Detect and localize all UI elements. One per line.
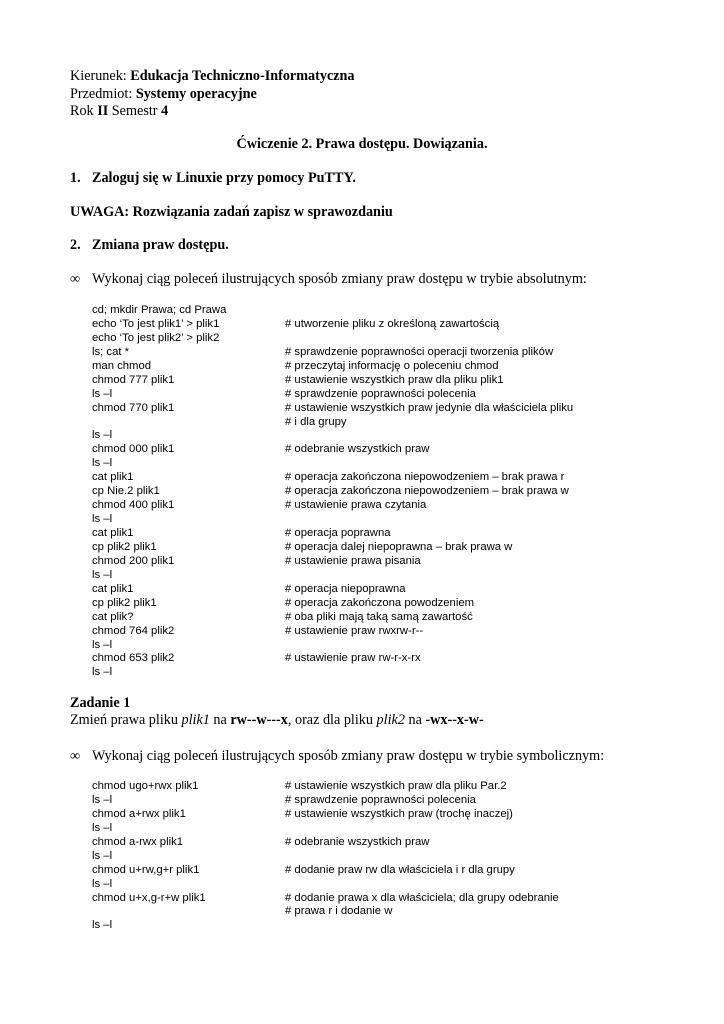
code-comment: # ustawienie prawa pisania xyxy=(285,554,421,567)
code-command: chmod u+x,g-r+w plik1 xyxy=(92,891,206,904)
code-command: chmod a+rwx plik1 xyxy=(92,807,186,820)
code-comment: # i dla grupy xyxy=(285,415,347,428)
header-line-rok: Rok II Semestr 4 xyxy=(70,103,169,119)
code-command: chmod 200 plik1 xyxy=(92,554,175,567)
code-comment: # ustawienie wszystkich praw (trochę inaczej) xyxy=(285,807,513,820)
code-command: ls –l xyxy=(92,513,113,526)
code-command: chmod a-rwx plik1 xyxy=(92,835,184,848)
bullet-symbolic-mode: ∞ Wykonaj ciąg poleceń ilustrujących sposób zmiany praw dostępu w trybie symbolicznym: xyxy=(70,748,605,764)
code-command: chmod 400 plik1 xyxy=(92,499,175,512)
code-comment: # odebranie wszystkich praw xyxy=(285,835,430,848)
code-command: ls –l xyxy=(92,638,113,651)
header-line-przedmiot: Przedmiot: Systemy operacyjne xyxy=(70,85,257,102)
code-command: cp plik2 plik1 xyxy=(92,596,157,609)
warning-heading: UWAGA: Rozwiązania zadań zapisz w sprawozdaniu xyxy=(70,204,393,220)
code-command: cd; mkdir Prawa; cd Prawa xyxy=(92,304,227,316)
code-comment: # dodanie praw rw dla właściciela i r dla grupy xyxy=(285,863,515,876)
code-command: ls –l xyxy=(92,666,113,679)
code-command: ls; cat * xyxy=(92,345,130,358)
code-comment: # oba pliki mają taką samą zawartość xyxy=(285,610,473,623)
code-comment: # sprawdzenie poprawności polecenia xyxy=(285,793,476,806)
code-command: ls –l xyxy=(92,849,113,862)
code-comment: # ustawienie praw rwxrw-r-- xyxy=(285,624,424,637)
bullet-absolute-mode: ∞ Wykonaj ciąg poleceń ilustrujących sposób zmiany praw dostępu w trybie absolutnym: xyxy=(70,271,587,287)
code-command: cat plik? xyxy=(92,610,134,623)
infinity-bullet-icon: ∞ xyxy=(70,271,81,287)
code-comment: # ustawienie wszystkich praw dla pliku plik1 xyxy=(285,373,504,386)
section-1-heading: 1. Zaloguj się w Linuxie przy pomocy PuTTY. xyxy=(70,170,356,186)
code-comment: # ustawienie wszystkich praw dla pliku Par.2 xyxy=(285,780,507,792)
code-command: cat plik1 xyxy=(92,582,134,595)
code-command: chmod 770 plik1 xyxy=(92,401,175,414)
code-command: chmod 000 plik1 xyxy=(92,443,175,456)
code-comment: # sprawdzenie poprawności operacji tworzenia plików xyxy=(285,345,554,358)
code-comment: # ustawienie wszystkich praw jedynie dla właściciela pliku xyxy=(285,401,574,414)
code-comment: # ustawienie praw rw-r-x-rx xyxy=(285,652,421,665)
code-command: ls –l xyxy=(92,919,113,932)
code-command: cat plik1 xyxy=(92,471,134,484)
document-title: Ćwiczenie 2. Prawa dostępu. Dowiązania. xyxy=(236,136,488,152)
code-comment: # utworzenie pliku z określoną zawartością xyxy=(285,317,500,330)
code-comment: # operacja poprawna xyxy=(285,527,391,539)
code-command: cat plik1 xyxy=(92,527,134,539)
code-command: cp Nie.2 plik1 xyxy=(92,485,160,498)
code-command: ls –l xyxy=(92,793,113,806)
code-command: chmod ugo+rwx plik1 xyxy=(92,780,199,792)
task-1-title: Zadanie 1 xyxy=(70,695,131,711)
task-1-text: Zmień prawa pliku plik1 na rw--w---x, oraz dla pliku plik2 na -wx--x-w- xyxy=(70,712,484,728)
code-comment: # operacja zakończona niepowodzeniem – brak prawa w xyxy=(285,485,569,498)
code-command: chmod 777 plik1 xyxy=(92,373,175,386)
section-2-heading: 2. Zmiana praw dostępu. xyxy=(70,237,229,253)
code-comment: # sprawdzenie poprawności polecenia xyxy=(285,387,476,400)
code-comment: # przeczytaj informację o poleceniu chmod xyxy=(285,359,499,372)
document-header xyxy=(70,68,355,121)
code-command: ls –l xyxy=(92,821,113,834)
code-comment: # operacja niepoprawna xyxy=(285,582,406,595)
code-comment: # prawa r i dodanie w xyxy=(285,905,393,918)
code-command: echo ‘To jest plik1’ > plik1 xyxy=(92,317,220,330)
code-comment: # operacja dalej niepoprawna – brak prawa w xyxy=(285,540,513,553)
code-comment: # operacja zakończona niepowodzeniem – brak prawa r xyxy=(285,471,565,484)
code-command: ls –l xyxy=(92,877,113,890)
code-command: chmod u+rw,g+r plik1 xyxy=(92,863,200,876)
header-line-kierunek: Kierunek: Edukacja Techniczno-Informatyczna xyxy=(70,68,355,84)
code-command: echo ‘To jest plik2’ > plik2 xyxy=(92,331,220,344)
code-command: man chmod xyxy=(92,359,152,372)
code-comment: # ustawienie prawa czytania xyxy=(285,499,427,512)
code-command: chmod 764 plik2 xyxy=(92,624,175,637)
code-comment: # odebranie wszystkich praw xyxy=(285,443,430,456)
code-command: ls –l xyxy=(92,387,113,400)
infinity-bullet-icon: ∞ xyxy=(70,748,81,764)
code-command: chmod 653 plik2 xyxy=(92,652,175,665)
code-command: ls –l xyxy=(92,568,113,581)
code-comment: # dodanie prawa x dla właściciela; dla grupy odebranie xyxy=(285,891,559,904)
code-command: ls –l xyxy=(92,429,113,442)
code-command: cp plik2 plik1 xyxy=(92,540,157,553)
code-command: ls –l xyxy=(92,457,113,470)
code-comment: # operacja zakończona powodzeniem xyxy=(285,596,475,609)
